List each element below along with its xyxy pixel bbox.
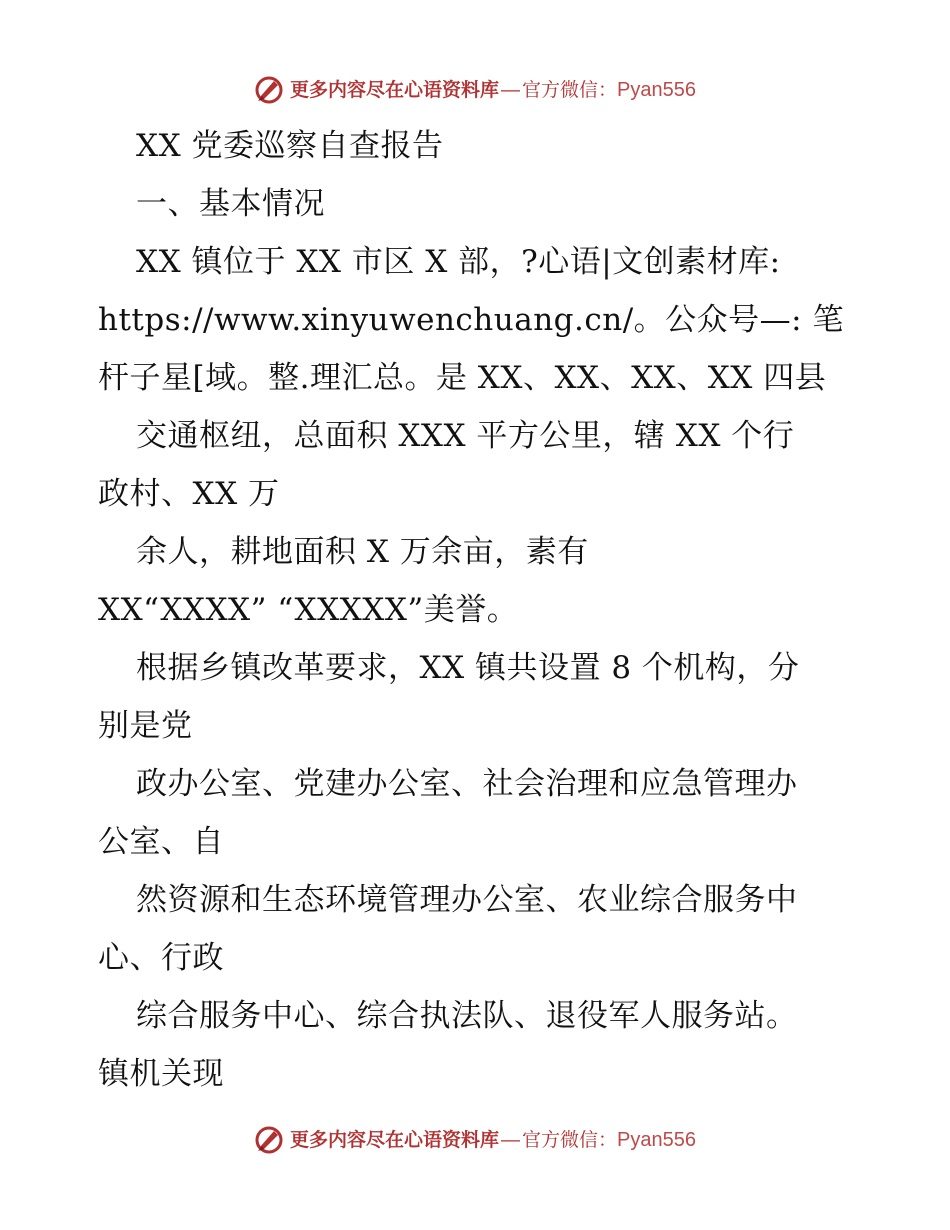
paragraph-line: 镇机关现 xyxy=(98,1056,224,1092)
paragraph-line: 根据乡镇改革要求，XX 镇共设置 8 个机构，分 xyxy=(136,650,800,686)
section-heading: 一、基本情况 xyxy=(136,186,325,222)
paragraph-line: 别是党 xyxy=(98,708,193,744)
paragraph-line: 余人，耕地面积 X 万余亩，素有 xyxy=(136,534,589,570)
watermark-text: 更多内容尽在心语资料库 xyxy=(290,1128,500,1151)
watermark-dash: — xyxy=(501,1129,521,1151)
watermark-dash: — xyxy=(501,79,521,101)
paragraph-line: https://www.xinyuwenchuang.cn/。公众号—: 笔 xyxy=(98,302,844,338)
watermark-wechat-label: 官方微信： xyxy=(522,1128,618,1151)
paragraph-line: 然资源和生态环境管理办公室、农业综合服务中 xyxy=(136,882,798,918)
footer-watermark xyxy=(0,1120,950,1160)
paragraph-line: 心、行政 xyxy=(98,940,224,976)
header-watermark xyxy=(0,70,950,110)
paragraph-line: 交通枢纽，总面积 XXX 平方公里，辖 XX 个行 xyxy=(136,418,795,454)
paragraph-line: 杆子星[域。整.理汇总。是 XX、XX、XX、XX 四县 xyxy=(98,360,827,396)
pen-nib-icon xyxy=(254,75,284,105)
watermark-wechat-label: 官方微信： xyxy=(522,78,618,101)
pen-nib-icon xyxy=(254,1125,284,1155)
paragraph-line: 政村、XX 万 xyxy=(98,476,280,512)
watermark-text: 更多内容尽在心语资料库 xyxy=(290,78,500,101)
paragraph-line: 综合服务中心、综合执法队、退役军人服务站。 xyxy=(136,998,798,1034)
document-body xyxy=(98,117,858,1103)
paragraph-line: 公室、自 xyxy=(98,824,224,860)
paragraph-line: XX“XXXX” “XXXXX”美誉。 xyxy=(98,592,519,628)
watermark-wechat-id: Pyan556 xyxy=(617,79,696,101)
watermark-wechat-id: Pyan556 xyxy=(617,1129,696,1151)
document-title: XX 党委巡察自查报告 xyxy=(136,128,444,164)
paragraph-line: XX 镇位于 XX 市区 X 部，?心语|文创素材库: xyxy=(136,244,781,280)
paragraph-line: 政办公室、党建办公室、社会治理和应急管理办 xyxy=(136,766,798,802)
